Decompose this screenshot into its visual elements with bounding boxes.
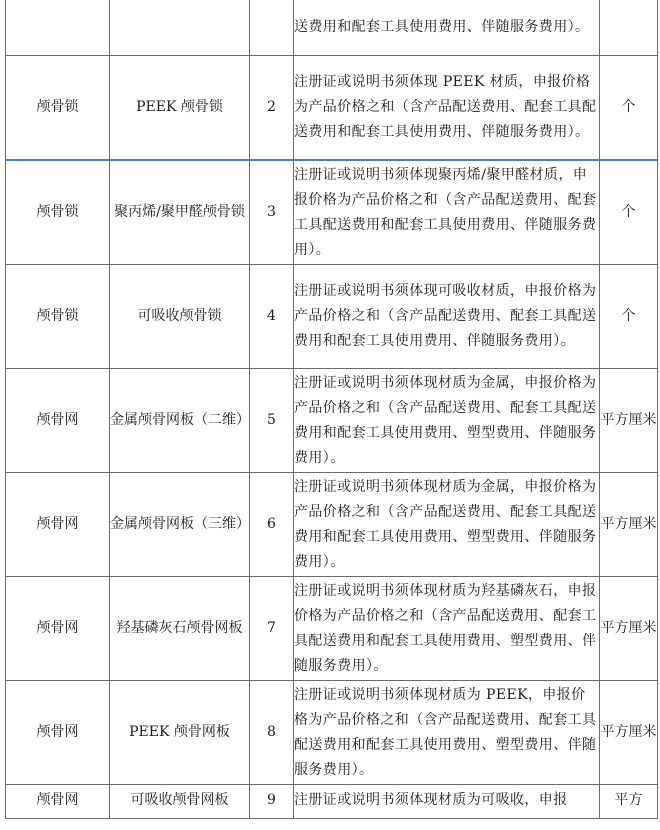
description-cell: 送费用和配套工具使用费用、伴随服务费用）。 (294, 0, 600, 56)
product-name-cell: PEEK 颅骨锁 (110, 56, 250, 161)
product-spec-table (5, 0, 658, 819)
unit-cell: 个 (600, 56, 658, 161)
description-cell: 注册证或说明书须体现可吸收材质，申报价格为产品价格之和（含产品配送费用、配套工具配送费用和配套工具使用费用、伴随服务费用）。 (294, 265, 600, 369)
product-name-cell: 可吸收颅骨锁 (110, 265, 250, 369)
number-cell (250, 0, 294, 56)
number-cell: 4 (250, 265, 294, 369)
category-cell: 颅骨锁 (6, 56, 110, 161)
unit-cell: 平方厘米 (600, 473, 658, 577)
product-name-cell: 金属颅骨网板（二维） (110, 369, 250, 473)
product-name-cell: 可吸收颅骨网板 (110, 785, 250, 819)
number-cell: 6 (250, 473, 294, 577)
unit-cell: 个 (600, 265, 658, 369)
number-cell: 3 (250, 160, 294, 265)
table-row (6, 473, 658, 577)
description-cell: 注册证或说明书须体现材质为 PEEK，申报价格为产品价格之和（含产品配送费用、配套工具配送费用和配套工具使用费用、塑型费用、伴随服务费用）。 (294, 681, 600, 785)
description-cell: 注册证或说明书须体现材质为金属，申报价格为产品价格之和（含产品配送费用、配套工具配送费用和配套工具使用费用、塑型费用、伴随服务费用）。 (294, 369, 600, 473)
description-cell: 注册证或说明书须体现材质为可吸收，申报 (294, 785, 600, 819)
product-name-cell: 金属颅骨网板（三维） (110, 473, 250, 577)
number-cell: 2 (250, 56, 294, 161)
category-cell: 颅骨锁 (6, 265, 110, 369)
unit-cell: 平方厘米 (600, 681, 658, 785)
description-cell: 注册证或说明书须体现 PEEK 材质，申报价格为产品价格之和（含产品配送费用、配套工具配送费用和配套工具使用费用、伴随服务费用）。 (294, 56, 600, 161)
description-cell: 注册证或说明书须体现材质为羟基磷灰石，申报价格为产品价格之和（含产品配送费用、配套工具配送费用和配套工具使用费用、塑型费用、伴随服务费用）。 (294, 577, 600, 681)
table-row (6, 56, 658, 161)
description-cell: 注册证或说明书须体现材质为金属，申报价格为产品价格之和（含产品配送费用、配套工具配送费用和配套工具使用费用、塑型费用、伴随服务费用）。 (294, 473, 600, 577)
number-cell: 8 (250, 681, 294, 785)
unit-cell: 平方厘米 (600, 369, 658, 473)
unit-cell: 平方 (600, 785, 658, 819)
number-cell: 9 (250, 785, 294, 819)
table-row (6, 160, 658, 265)
category-cell: 颅骨网 (6, 369, 110, 473)
product-name-cell (110, 0, 250, 56)
category-cell: 颅骨锁 (6, 160, 110, 265)
category-cell (6, 0, 110, 56)
product-name-cell: PEEK 颅骨网板 (110, 681, 250, 785)
category-cell: 颅骨网 (6, 681, 110, 785)
number-cell: 7 (250, 577, 294, 681)
unit-cell: 平方厘米 (600, 577, 658, 681)
table-row (6, 369, 658, 473)
table-row (6, 265, 658, 369)
description-cell: 注册证或说明书须体现聚丙烯/聚甲醛材质，申报价格为产品价格之和（含产品配送费用、配套工具配送费用和配套工具使用费用、伴随服务费用）。 (294, 160, 600, 265)
product-name-cell: 聚丙烯/聚甲醛颅骨锁 (110, 160, 250, 265)
category-cell: 颅骨网 (6, 785, 110, 819)
product-name-cell: 羟基磷灰石颅骨网板 (110, 577, 250, 681)
unit-cell: 个 (600, 160, 658, 265)
table-row (6, 681, 658, 785)
table-row (6, 785, 658, 819)
table-row (6, 0, 658, 56)
unit-cell (600, 0, 658, 56)
category-cell: 颅骨网 (6, 473, 110, 577)
table-row (6, 577, 658, 681)
category-cell: 颅骨网 (6, 577, 110, 681)
number-cell: 5 (250, 369, 294, 473)
